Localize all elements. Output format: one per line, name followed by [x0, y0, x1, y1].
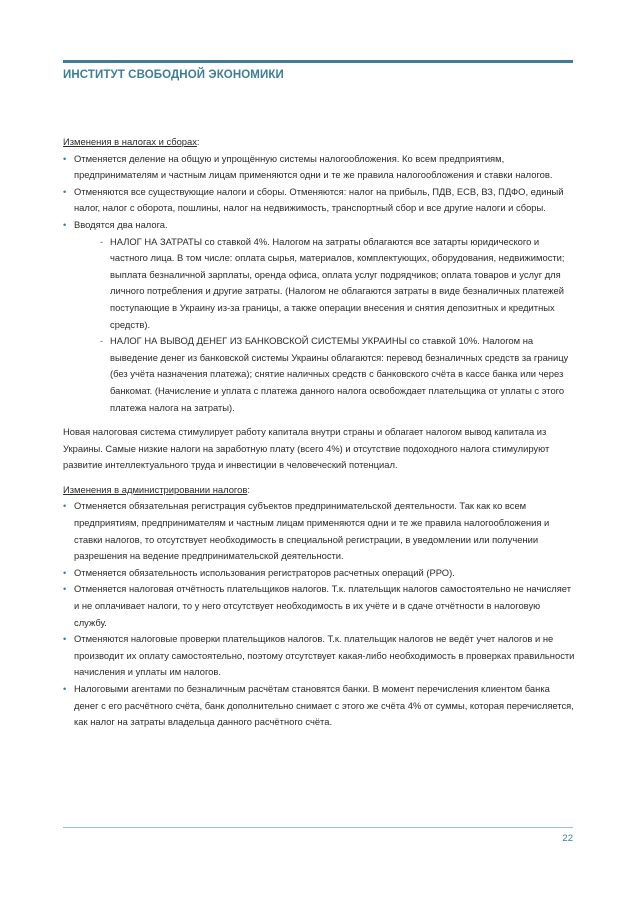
page-content	[63, 134, 575, 731]
new-taxes-list	[74, 234, 575, 417]
administration-heading: Изменения в администрировании налогов	[63, 483, 248, 495]
administration-heading-line: Изменения в администрировании налогов:	[63, 483, 250, 495]
administration-list	[63, 498, 575, 730]
taxes-list	[63, 151, 575, 417]
taxes-bullet-text: Вводятся два налога.	[74, 218, 168, 230]
administration-bullet: • Отменяются налоговые проверки плательщиков налогов. Т.к. плательщик налогов не ведёт учет налогов и не производит их оплату самостоятельно, поэтому отсутствует какая-либо необходимость в проверках правильности начисления и уплаты им налогов.	[63, 631, 575, 681]
taxes-bullet: • Отменяются все существующие налоги и сборы. Отменяются: налог на прибыль, ПДВ, ЕСВ, ВЗ, ПДФО, единый налог, налог с оборота, пошлины, налог на недвижимость, транспортный сбор и все другие налоги и сборы.	[63, 184, 575, 217]
tax-description: со ставкой 4%. Налогом на затраты облагаются все затарты юридического и частного лица. В том числе: оплата сырья, материалов, комплектующих, оборудования, недвижимости; выплата безналичной зарплаты, оренда офиса, оплата услуг подрядчиков; оплата товаров и услуг для личного потребления и другие затраты. (Налогом не облагаются затраты в виде безналичных платежей поступающие в Украину из-за границы, а также операции внесения и снятия депозитных и кредитных средств).	[110, 235, 565, 330]
new-tax-item	[100, 333, 575, 416]
administration-bullet: • Налоговыми агентами по безналичным расчётам становятся банки. В момент перечисления клиентом банка денег с его расчётного счёта, банк дополнительно снимает с этого же счёта 4% от суммы, которая перечисляется, как налог на затраты владельца данного расчётного счёта.	[63, 681, 575, 731]
new-tax-item	[100, 234, 575, 334]
footer-rule	[63, 827, 573, 828]
administration-bullet: • Отменяется обязательность использования регистраторов расчетных операций (РРО).	[63, 565, 575, 582]
header-rule	[63, 60, 573, 63]
administration-bullet: • Отменяется налоговая отчётность плательщиков налогов. Т.к. плательщик налогов самостоятельно не начисляет и не оплачивает налоги, то у него отсутствует необходимость в их учёте и в сдаче отчётности в налоговую службу.	[63, 581, 575, 631]
summary-paragraph: Новая налоговая система стимулирует работу капитала внутри страны и облагает налогом вывод капитала из Украины. Самые низкие налоги на заработную плату (всего 4%) и отсутствие подоходного налога стимулируют развитие интеллектуального труда и инвестиции в человеческий потенциал.	[63, 426, 550, 471]
taxes-heading-line: Изменения в налогах и сборах:	[63, 136, 200, 147]
page-number: 22	[562, 833, 573, 844]
tax-name: НАЛОГ НА ВЫВОД ДЕНЕГ ИЗ БАНКОВСКОЙ СИСТЕМЫ УКРАИНЫ	[110, 335, 407, 347]
tax-description: со ставкой 10%. Налогом на выведение денег из банковской системы Украины облагаются: перевод безналичных средств за границу (без учёта назначения платежа); снятие наличных средств с банковского счёта в кассе банка или через банкомат. (Начисление и уплата с платежа данного налога освобождает плательщика от уплаты с этого платежа налога на затраты).	[110, 335, 569, 413]
taxes-bullet: • Отменяется деление на общую и упрощённую системы налогообложения. Ко всем предприятиям, предпринимателям и частным лицам применяются одни и те же правила налогообложения и ставки налогов.	[63, 151, 575, 184]
administration-bullet: • Отменяется обязательная регистрация субъектов предпринимательской деятельности. Так как ко всем предприятиям, предпринимателям и частным лицам применяются одни и те же правила налогообложения и ставки налогов, то отсутствует необходимость в специальной регистрации, в уведомлении или получении разрешения на ведение предпринимательской деятельности.	[63, 498, 575, 564]
taxes-bullet	[63, 217, 575, 416]
taxes-heading: Изменения в налогах и сборах	[63, 136, 197, 147]
tax-name: НАЛОГ НА ЗАТРАТЫ	[110, 235, 203, 247]
organization-title: ИНСТИТУТ СВОБОДНОЙ ЭКОНОМИКИ	[63, 69, 284, 81]
